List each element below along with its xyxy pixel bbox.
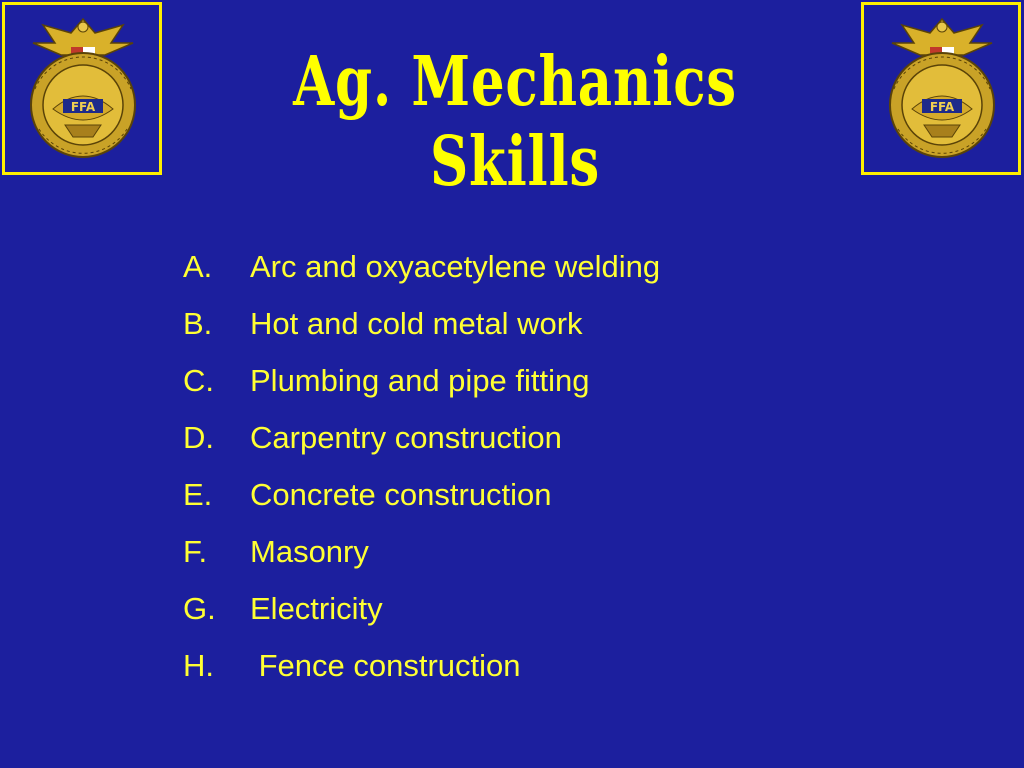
emblem-frame-right (861, 2, 1021, 175)
emblem-frame-left (2, 2, 162, 175)
list-item-text: Hot and cold metal work (250, 305, 583, 341)
list-item (183, 238, 660, 295)
list-item-text: Plumbing and pipe fitting (250, 362, 590, 398)
list-item (183, 466, 660, 523)
list-item-text: Electricity (250, 590, 383, 626)
ffa-emblem-icon (872, 13, 1012, 169)
list-item (183, 637, 660, 694)
list-item-letter: F. (183, 533, 208, 569)
list-item-letter: C. (183, 362, 214, 398)
list-item (183, 523, 660, 580)
list-item (183, 580, 660, 637)
list-item-text: Carpentry construction (250, 419, 562, 455)
svg-text:FFA: FFA (70, 100, 96, 114)
list-item-letter: E. (183, 476, 213, 512)
svg-text:FFA: FFA (929, 100, 955, 114)
list-item-letter: B. (183, 305, 213, 341)
list-item-letter: A. (183, 248, 213, 284)
list-item (183, 295, 660, 352)
list-item (183, 352, 660, 409)
list-item-text: Masonry (250, 533, 369, 569)
list-item-text: Arc and oxyacetylene welding (250, 248, 661, 284)
list-item-text: Fence construction (250, 647, 521, 683)
list-item-letter: H. (183, 647, 214, 683)
list-item-letter: G. (183, 590, 216, 626)
list-item-letter: D. (183, 419, 214, 455)
slide-title: Ag. Mechanics Skills (293, 42, 737, 202)
list-item-text: Concrete construction (250, 476, 552, 512)
skills-list (183, 238, 660, 694)
ffa-emblem-icon (13, 13, 153, 169)
list-item (183, 409, 660, 466)
